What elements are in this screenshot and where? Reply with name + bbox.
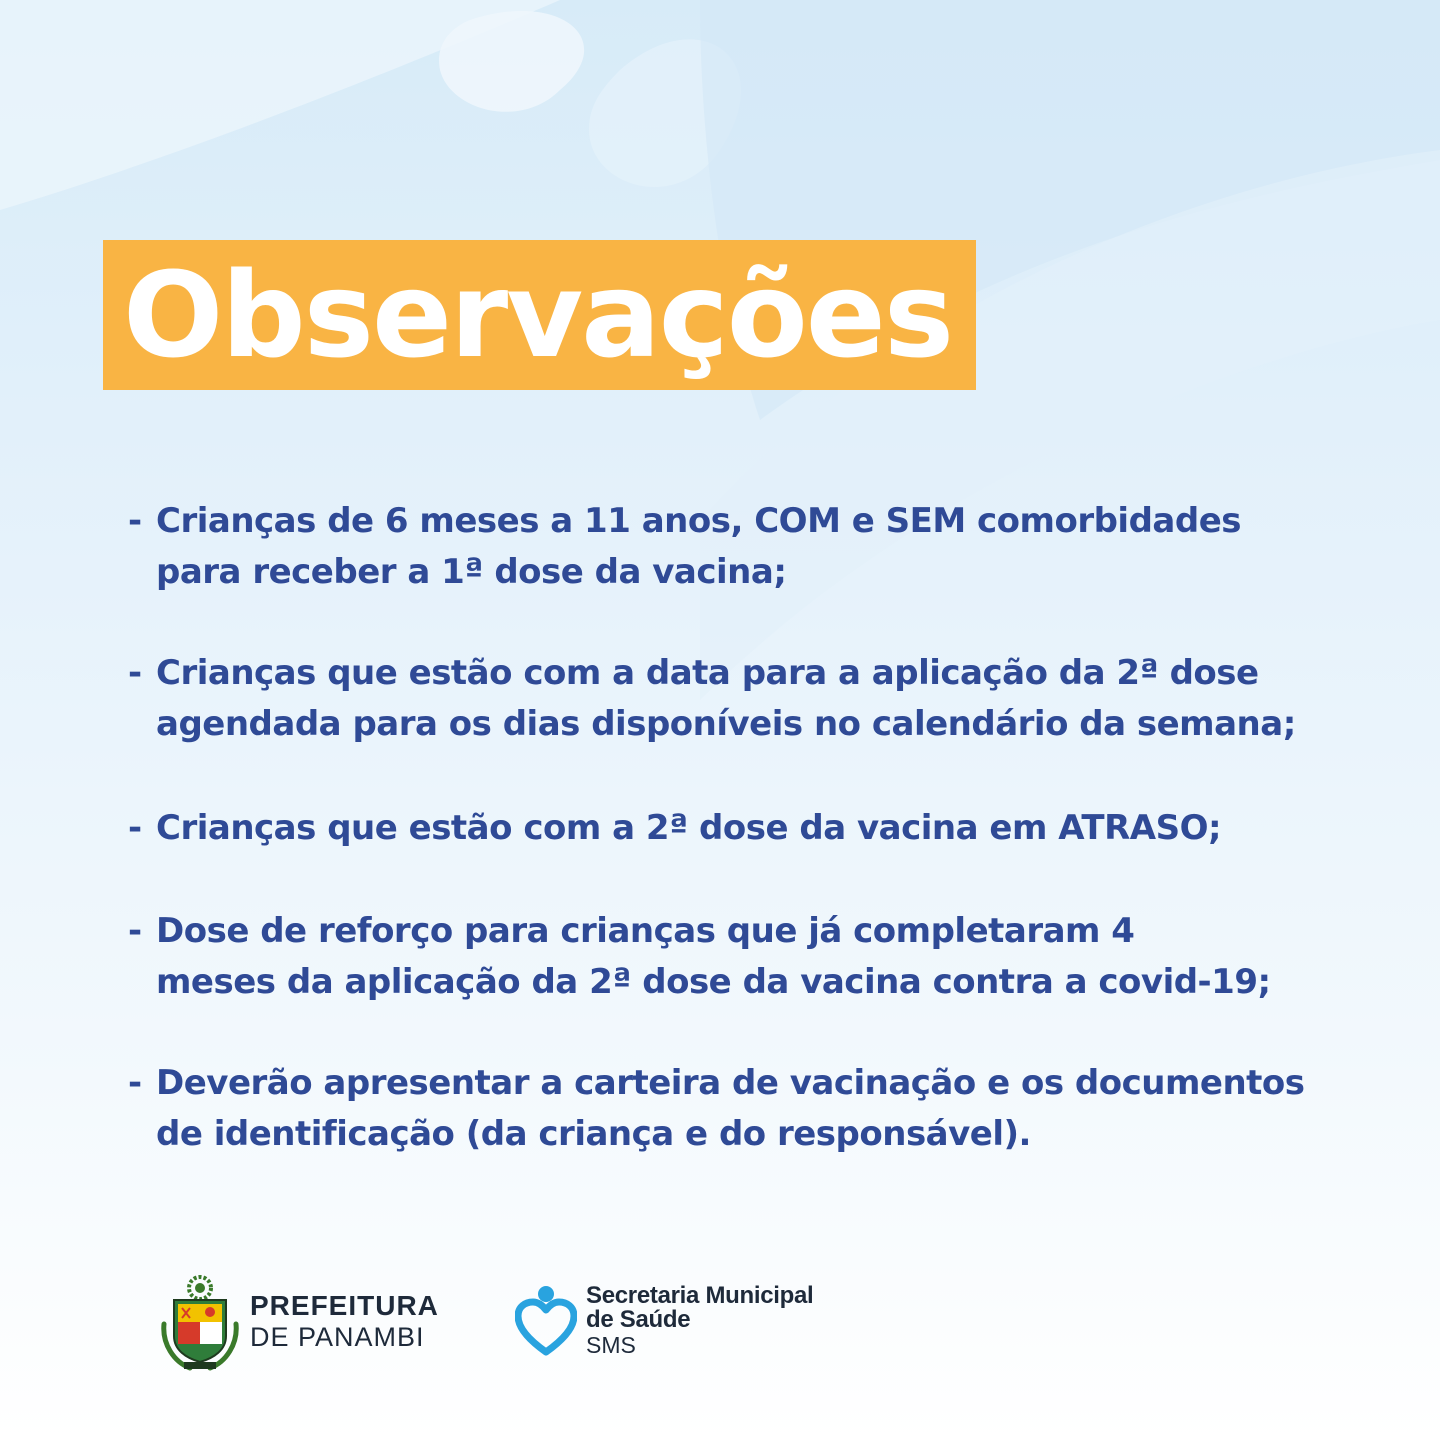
secretaria-line2: de Saúde [586,1306,691,1333]
bullet-dash: - [128,653,142,693]
prefeitura-line1: PREFEITURA [250,1290,439,1321]
secretaria-line1: Secretaria Municipal [586,1282,814,1309]
list-item [128,803,1418,854]
item-line: de identificação (da criança e do responsável). [156,1114,1031,1154]
secretaria-line3: SMS [586,1332,636,1358]
bullet-dash: - [128,501,142,541]
coat-of-arms-icon [160,1274,240,1372]
item-line: para receber a 1ª dose da vacina; [156,552,787,592]
observations-list [128,496,1418,1160]
bullet-dash: - [128,808,142,848]
bullet-dash: - [128,911,142,951]
prefeitura-line2: DE PANAMBI [250,1322,425,1352]
list-item [128,496,1418,598]
item-line: Crianças que estão com a 2ª dose da vacina em ATRASO; [156,808,1222,848]
item-line: Crianças de 6 meses a 11 anos, COM e SEM comorbidades [156,501,1241,541]
list-item [128,906,1418,1008]
item-line: meses da aplicação da 2ª dose da vacina contra a covid-19; [156,962,1271,1002]
item-line: agendada para os dias disponíveis no calendário da semana; [156,704,1296,744]
title-banner [103,240,976,390]
heart-person-icon [515,1284,577,1356]
item-line: Deverão apresentar a carteira de vacinação e os documentos [156,1063,1305,1103]
footer-logos [0,1270,1440,1380]
item-line: Dose de reforço para crianças que já completaram 4 [156,911,1135,951]
prefeitura-name [250,1290,439,1352]
secretaria-name [586,1284,813,1358]
list-item [128,1058,1418,1160]
item-line: Crianças que estão com a data para a aplicação da 2ª dose [156,653,1259,693]
list-item [128,648,1418,750]
page-title: Observações [123,246,953,384]
bullet-dash: - [128,1063,142,1103]
